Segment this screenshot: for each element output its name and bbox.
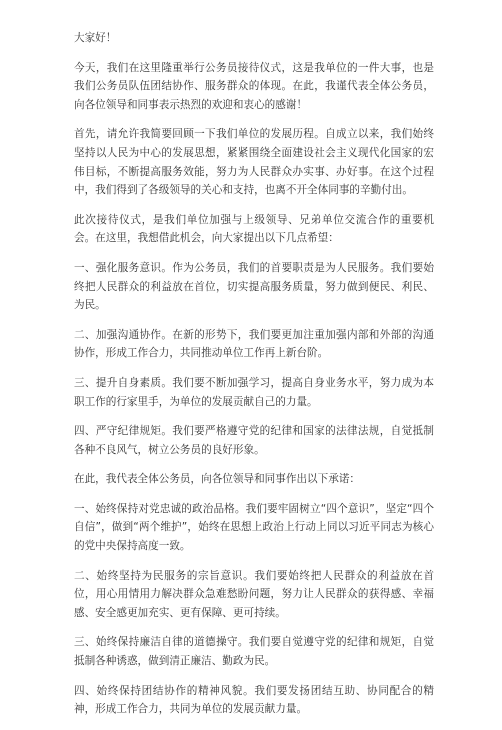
paragraph-commitment-4: 四、始终保持团结协作的精神风貌。我们要发扬团结互助、协同配合的精神，形成工作合力，共同为单位的发展贡献力量。 <box>74 684 434 716</box>
paragraph-commitment-intro: 在此，我代表全体公务员，向各位领导和同事作出以下承诺： <box>74 473 361 486</box>
paragraph-commitment-1: 一、始终保持对党忠诚的政治品格。我们要牢固树立“四个意识”，坚定“四个自信”，做到“两个维护”，始终在思想上政治上行动上同以习近平同志为核心的党中央保持高度一致。 <box>74 502 434 553</box>
paragraph-hope-2: 二、加强沟通协作。在新的形势下，我们要更加注重加强内部和外部的沟通协作，形成工作合力，共同推动单位工作再上新台阶。 <box>74 328 434 360</box>
paragraph-hopes-intro: 此次接待仪式，是我们单位加强与上级领导、兄弟单位交流合作的重要机会。在这里，我想借此机会，向大家提出以下几点希望： <box>74 213 434 245</box>
paragraph-hope-1: 一、强化服务意识。作为公务员，我们的首要职责是为人民服务。我们要始终把人民群众的利益放在首位，切实提高服务质量，努力做到便民、利民、为民。 <box>74 261 434 312</box>
paragraph-hope-3: 三、提升自身素质。我们要不断加强学习，提高自身业务水平，努力成为本职工作的行家里手，为单位的发展贡献自己的力量。 <box>74 376 434 408</box>
document-body <box>74 29 434 730</box>
paragraph-history: 首先，请允许我简要回顾一下我们单位的发展历程。自成立以来，我们始终坚持以人民为中心的发展思想，紧紧围绕全面建设社会主义现代化国家的宏伟目标，不断提高服务效能，努力为人民群众办实事、办好事。在这个过程中，我们得到了各级领导的关心和支持，也离不开全体同事的辛勤付出。 <box>74 128 434 197</box>
greeting: 大家好！ <box>74 32 117 44</box>
paragraph-opening: 今天，我们在这里隆重举行公务员接待仪式，这是我单位的一件大事，也是我们公务员队伍团结协作、服务群众的体现。在此，我谨代表全体公务员，向各位领导和同事表示热烈的欢迎和衷心的感谢！ <box>74 61 434 111</box>
paragraph-commitment-2: 二、始终坚持为民服务的宗旨意识。我们要始终把人民群众的利益放在首位，用心用情用力解决群众急难愁盼问题，努力让人民群众的获得感、幸福感、安全感更加充实、更有保障、更可持续。 <box>74 569 434 619</box>
paragraph-hope-4: 四、严守纪律规矩。我们要严格遵守党的纪律和国家的法律法规，自觉抵制各种不良风气，树立公务员的良好形象。 <box>74 425 434 456</box>
paragraph-commitment-3: 三、始终保持廉洁自律的道德操守。我们要自觉遵守党的纪律和规矩，自觉抵制各种诱惑，做到清正廉洁、勤政为民。 <box>74 636 434 668</box>
